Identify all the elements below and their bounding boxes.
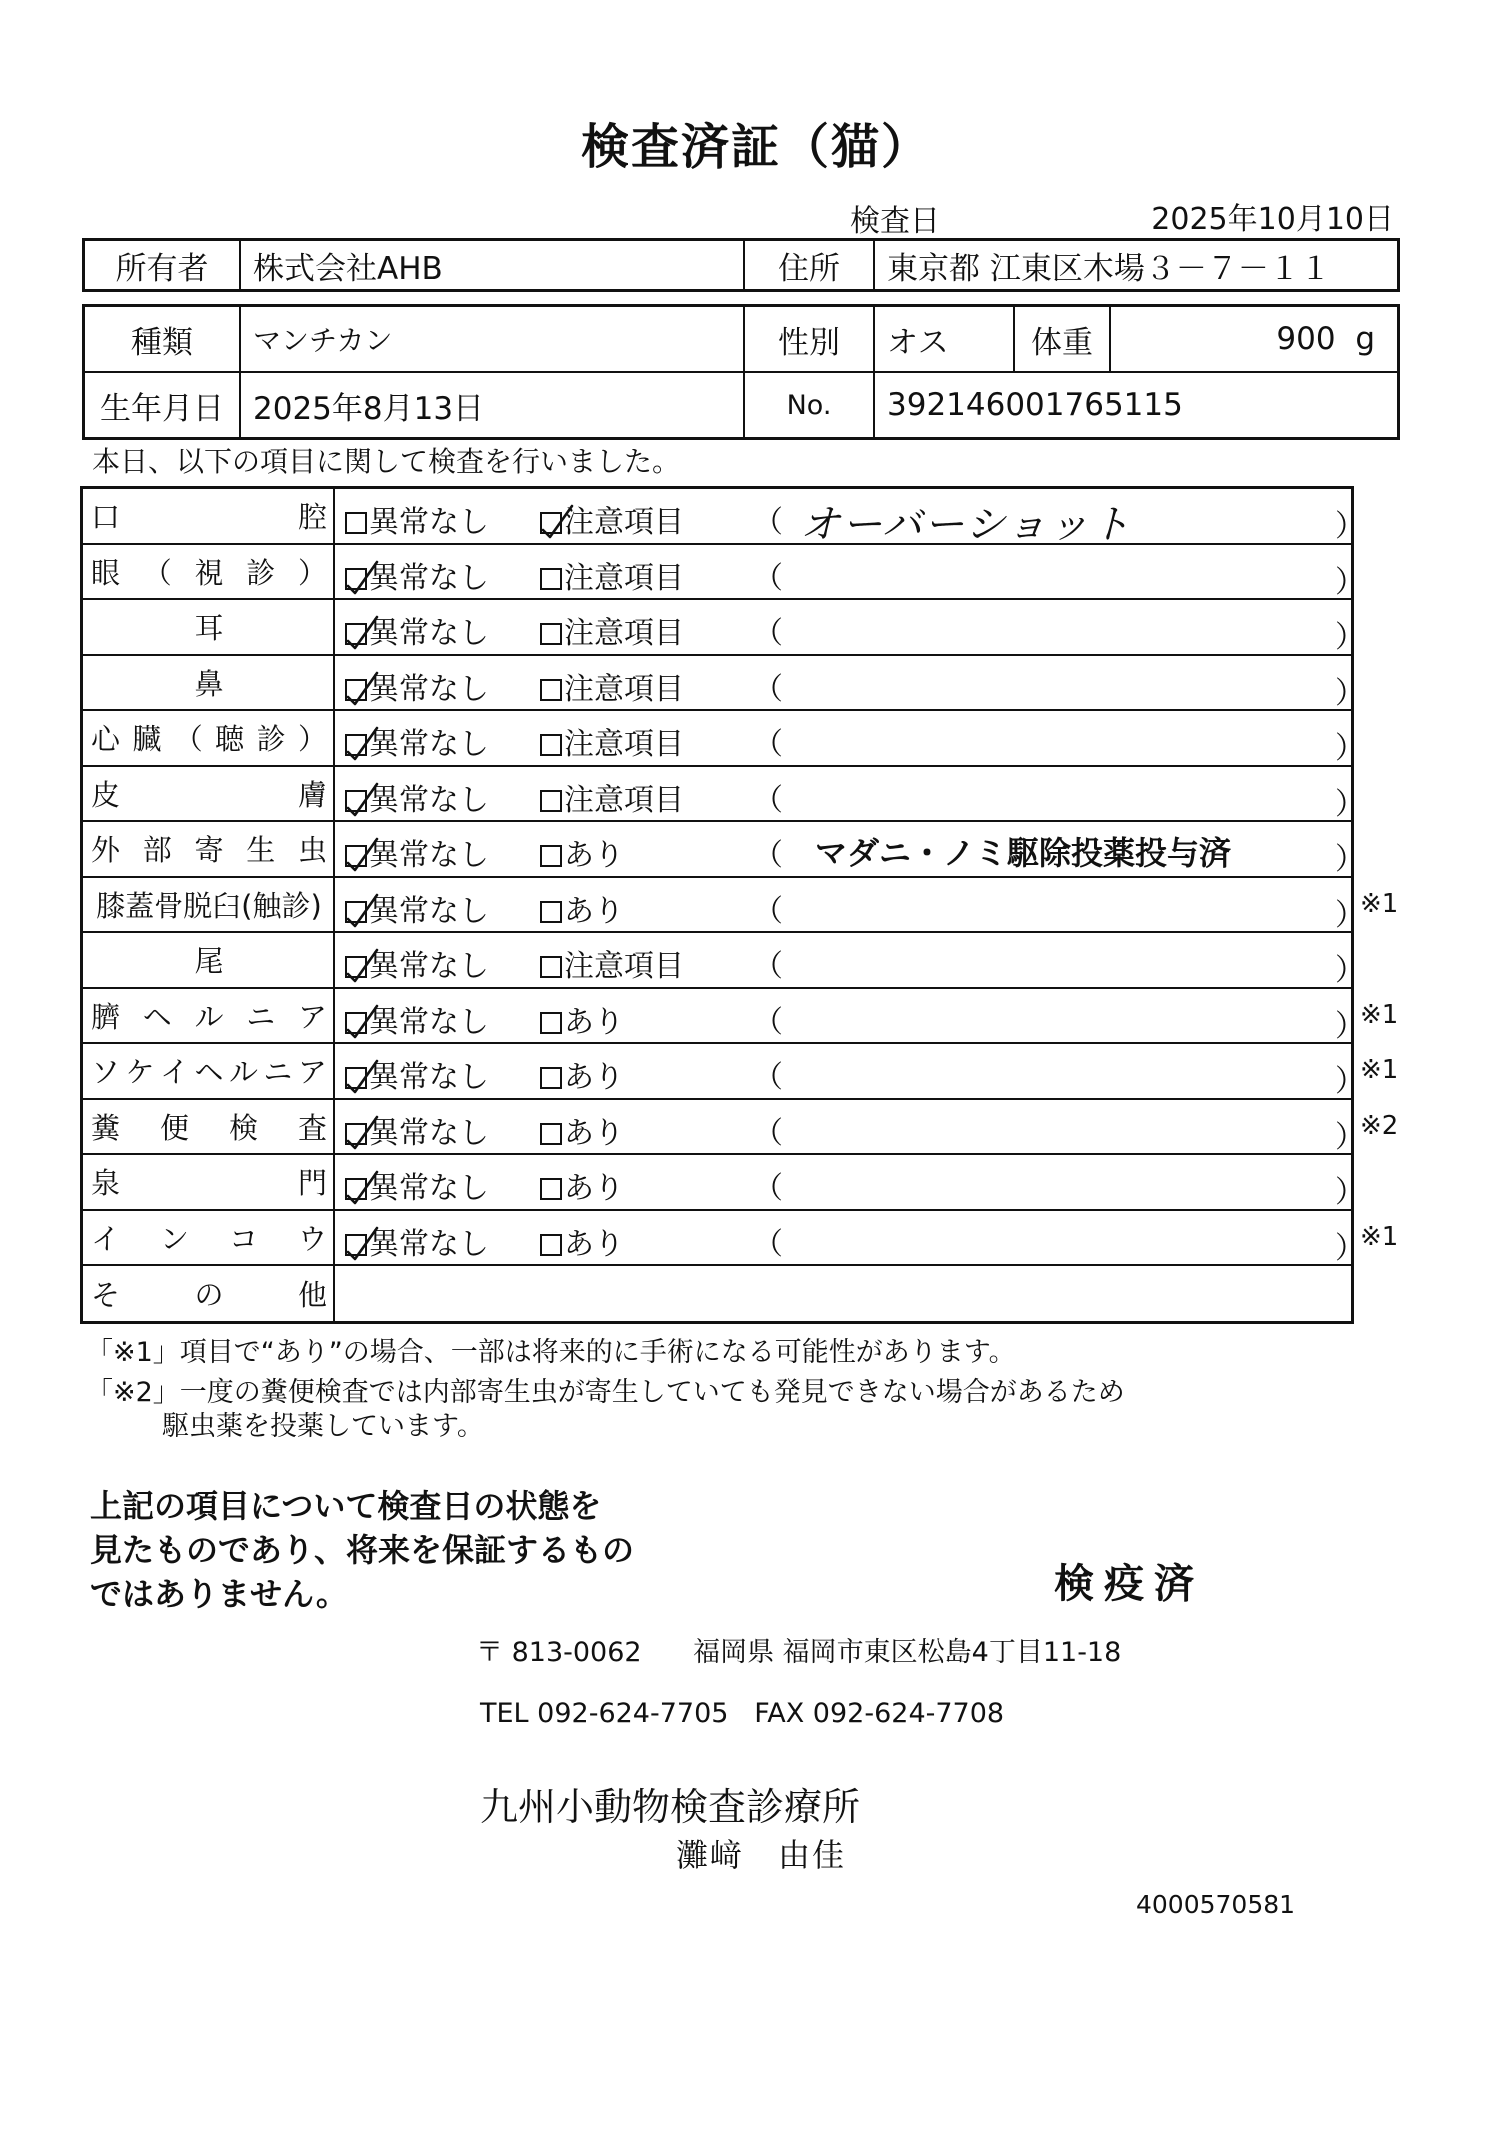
finding-option[interactable] [540, 1163, 624, 1207]
option-label: 異常なし [369, 560, 489, 596]
open-paren: （ [753, 505, 783, 540]
checkbox[interactable] [345, 790, 367, 812]
option-label: 異常なし [369, 1060, 489, 1095]
inspection-item-text: 臍 ヘ ル ニ ア [91, 999, 327, 1034]
no-abnormality-option[interactable] [345, 1219, 489, 1263]
inspection-item-label: 尾 [83, 933, 335, 987]
inspection-options [335, 822, 1365, 877]
open-paren: （ [753, 671, 783, 707]
option-label: 異常なし [369, 782, 489, 818]
inspection-row [83, 767, 1365, 823]
open-paren: （ [753, 1171, 783, 1206]
inspection-options [335, 1044, 1365, 1099]
breed-label: 種類 [85, 307, 241, 371]
veterinarian-name: 灘﨑 由佳 [676, 1836, 847, 1874]
disclaimer [90, 1484, 634, 1616]
check-mark-icon [345, 1226, 379, 1262]
inspection-row [83, 822, 1365, 878]
inspection-row [83, 600, 1365, 656]
weight-label: 体重 [1015, 307, 1111, 371]
finding-option[interactable] [540, 1052, 624, 1096]
inspection-options [335, 1211, 1365, 1266]
footnote-reference: ※1 [1360, 999, 1399, 1030]
no-abnormality-option[interactable] [345, 553, 489, 597]
close-paren: ） [1335, 1119, 1365, 1155]
inspection-item-text: ソ ケ イ ヘ ル ニ ア [91, 1055, 327, 1090]
option-label: 異常なし [369, 1115, 489, 1151]
clinic-contact-line [480, 1698, 1004, 1729]
checkbox[interactable] [540, 734, 562, 756]
footnote-2-cont: 駆虫薬を投薬しています。 [162, 1411, 484, 1442]
inspection-item-text: 口 腔 [91, 500, 327, 535]
clinic-phone: TEL 092-624-7705 [480, 1698, 729, 1729]
inspection-row [83, 711, 1365, 767]
option-label: あり [564, 1226, 624, 1262]
checkbox[interactable] [345, 568, 367, 590]
address-label: 住所 [745, 241, 875, 289]
option-label: あり [564, 838, 624, 873]
no-abnormality-option[interactable] [345, 941, 489, 985]
check-mark-icon [345, 726, 379, 762]
serial-number: 4000570581 [1136, 1890, 1296, 1919]
inspection-item-label [83, 1100, 335, 1154]
finding-option[interactable] [540, 997, 624, 1041]
check-mark-icon [540, 504, 574, 540]
open-paren: （ [753, 782, 783, 818]
intro-text: 本日、以下の項目に関して検査を行いました。 [92, 445, 681, 478]
checkbox[interactable] [540, 623, 562, 645]
finding-option[interactable] [540, 886, 624, 930]
inspection-options [335, 545, 1365, 600]
finding-option[interactable] [540, 608, 684, 652]
open-paren: （ [753, 838, 783, 873]
option-label: 異常なし [369, 1004, 489, 1040]
inspection-options [335, 489, 1365, 548]
close-paren: ） [1335, 564, 1365, 600]
inspection-row [83, 656, 1365, 712]
option-label: 注意項目 [564, 560, 684, 596]
option-label: 注意項目 [564, 727, 684, 762]
inspection-row [83, 933, 1365, 989]
open-paren: （ [753, 1226, 783, 1262]
footnote-reference: ※1 [1360, 1221, 1399, 1252]
finding-option[interactable] [540, 830, 624, 874]
inspection-item-label [83, 1044, 335, 1098]
no-abnormality-option[interactable] [345, 997, 489, 1041]
inspection-item-label: 鼻 [83, 656, 335, 710]
owner-label: 所有者 [85, 241, 241, 289]
finding-option[interactable] [540, 1219, 624, 1263]
open-paren: （ [753, 560, 783, 596]
checkbox[interactable] [345, 956, 367, 978]
close-paren: ） [1335, 731, 1365, 766]
other-row [83, 1266, 1351, 1322]
checkbox[interactable] [540, 512, 562, 534]
weight-unit: g [1355, 321, 1375, 357]
no-abnormality-option[interactable] [345, 1163, 489, 1207]
close-paren: ） [1335, 897, 1365, 933]
finding-option[interactable] [540, 719, 684, 763]
inspection-note: オーバーショット [800, 502, 1133, 548]
finding-option[interactable] [540, 553, 684, 597]
option-label: 異常なし [369, 505, 489, 540]
checkbox[interactable] [345, 734, 367, 756]
no-abnormality-option[interactable] [345, 719, 489, 763]
checkbox[interactable] [540, 568, 562, 590]
inspection-item-label [83, 489, 335, 543]
footnote-reference: ※2 [1360, 1110, 1399, 1141]
number-label: No. [745, 373, 875, 437]
check-mark-icon [345, 671, 379, 707]
inspection-item-text: 泉 門 [91, 1166, 327, 1201]
weight-cell [1111, 307, 1397, 371]
no-abnormality-option[interactable] [345, 1052, 489, 1096]
no-abnormality-option[interactable] [345, 1108, 489, 1152]
other-label [83, 1266, 335, 1322]
owner-name: 株式会社AHB [241, 241, 745, 289]
inspection-options [335, 1100, 1365, 1155]
no-abnormality-option[interactable] [345, 608, 489, 652]
open-paren: （ [753, 1115, 783, 1151]
option-label: 異常なし [369, 671, 489, 707]
inspection-item-label: 耳 [83, 600, 335, 654]
sex: オス [875, 307, 1015, 371]
option-label: 異常なし [369, 1226, 489, 1262]
inspection-item-label: 膝蓋骨脱臼(触診) [83, 878, 335, 932]
inspection-row [83, 1100, 1365, 1156]
inspection-item-text: 外 部 寄 生 虫 [91, 833, 327, 868]
finding-option[interactable] [540, 1108, 624, 1152]
option-label: 異常なし [369, 838, 489, 873]
weight-value: 900 [1276, 321, 1336, 357]
disclaimer-line: 見たものであり、将来を保証するもの [90, 1531, 635, 1569]
inspection-item-text: 眼 （ 視 診 ） [91, 555, 327, 590]
birth-date: 2025年8月13日 [241, 373, 745, 437]
open-paren: （ [753, 727, 783, 762]
no-abnormality-option[interactable] [345, 664, 489, 708]
inspection-options [335, 711, 1365, 766]
checkbox[interactable] [345, 1067, 367, 1089]
inspection-options [335, 600, 1365, 655]
checkbox[interactable] [345, 1123, 367, 1145]
inspection-row [83, 1044, 1365, 1100]
checkbox[interactable] [345, 1178, 367, 1200]
inspection-row [83, 1211, 1365, 1267]
inspection-table [80, 486, 1365, 1324]
option-label: あり [564, 1115, 624, 1151]
finding-option[interactable] [540, 941, 684, 985]
inspection-row [83, 545, 1365, 601]
birth-label: 生年月日 [85, 373, 241, 437]
open-paren: （ [753, 616, 783, 651]
owner-address: 東京都 江東区木場３－７－１１ [887, 250, 1331, 287]
inspection-row [83, 489, 1365, 548]
open-paren: （ [753, 1004, 783, 1040]
pet-info-block [82, 304, 1400, 440]
option-label: 異常なし [369, 1171, 489, 1206]
inspection-item-label [83, 1155, 335, 1209]
no-abnormality-option[interactable] [345, 830, 489, 874]
inspection-options [335, 989, 1365, 1044]
check-mark-icon [345, 1115, 379, 1151]
inspection-item-text: 糞 便 検 査 [91, 1110, 327, 1145]
inspection-item-label [83, 989, 335, 1043]
clinic-name: 九州小動物検査診療所 [480, 1785, 861, 1829]
option-label: あり [564, 1171, 624, 1206]
microchip-number: 392146001765115 [887, 387, 1183, 423]
option-label: あり [564, 893, 624, 929]
option-label: 異常なし [369, 727, 489, 762]
clinic-address-line [476, 1630, 1121, 1669]
checkbox[interactable] [345, 845, 367, 867]
close-paren: ） [1335, 509, 1365, 544]
checkbox[interactable] [540, 1012, 562, 1034]
checkbox[interactable] [540, 679, 562, 701]
inspection-item-label [83, 822, 335, 876]
clinic-fax: FAX 092-624-7708 [754, 1698, 1005, 1729]
no-abnormality-option[interactable] [345, 886, 489, 930]
inspection-item-text: 皮 膚 [91, 777, 327, 812]
check-mark-icon [345, 615, 379, 651]
sex-label: 性別 [745, 307, 875, 371]
close-paren: ） [1335, 675, 1365, 711]
close-paren: ） [1335, 842, 1365, 877]
checkbox[interactable] [540, 845, 562, 867]
check-mark-icon [345, 560, 379, 596]
close-paren: ） [1335, 1175, 1365, 1210]
inspection-options [335, 878, 1365, 933]
finding-option[interactable] [540, 775, 684, 819]
other-value-field[interactable] [335, 1266, 1351, 1322]
document-title: 検査済証（猫） [580, 119, 931, 175]
checkbox[interactable] [345, 512, 367, 534]
checkbox[interactable] [540, 956, 562, 978]
inspection-date: 2025年10月10日 [1151, 202, 1394, 237]
inspection-options [335, 767, 1365, 822]
option-label: 注意項目 [564, 505, 684, 540]
checkbox[interactable] [345, 1234, 367, 1256]
checkbox[interactable] [345, 1012, 367, 1034]
footnote-1: 「※1」項目で“あり”の場合、一部は将来的に手術になる可能性があります。 [86, 1337, 1016, 1368]
finding-option[interactable] [540, 497, 684, 541]
close-paren: ） [1335, 1008, 1365, 1044]
inspection-item-label [83, 1211, 335, 1265]
owner-row [82, 238, 1400, 292]
breed: マンチカン [241, 307, 745, 371]
checkbox[interactable] [345, 623, 367, 645]
open-paren: （ [753, 1060, 783, 1095]
inspection-row [83, 1155, 1365, 1211]
option-label: あり [564, 1004, 624, 1040]
checkbox[interactable] [540, 901, 562, 923]
inspection-options [335, 933, 1365, 988]
checkbox[interactable] [345, 901, 367, 923]
option-label: 注意項目 [564, 782, 684, 818]
inspection-row [83, 878, 1365, 934]
inspection-item-label [83, 545, 335, 599]
check-mark-icon [345, 837, 379, 873]
inspection-item-label [83, 767, 335, 821]
close-paren: ） [1335, 953, 1365, 988]
inspection-options [335, 1155, 1365, 1210]
option-label: 注意項目 [564, 616, 684, 651]
postal-code: 〒 813-0062 [476, 1637, 642, 1668]
option-label: 異常なし [369, 616, 489, 651]
no-abnormality-option[interactable] [345, 775, 489, 819]
check-mark-icon [345, 1004, 379, 1040]
checkbox[interactable] [540, 1067, 562, 1089]
option-label: 注意項目 [564, 671, 684, 707]
no-abnormality-option[interactable] [345, 497, 489, 541]
option-label: 異常なし [369, 893, 489, 929]
check-mark-icon [345, 893, 379, 929]
checkbox[interactable] [345, 679, 367, 701]
inspection-item-text: イ ン コ ウ [91, 1221, 327, 1256]
inspection-row [83, 989, 1365, 1045]
close-paren: ） [1335, 620, 1365, 655]
clinic-address: 福岡県 福岡市東区松島4丁目11-18 [693, 1637, 1122, 1668]
inspection-item-text: 心 臓 （ 聴 診 ） [91, 722, 327, 757]
option-label: あり [564, 1060, 624, 1095]
check-mark-icon [345, 1170, 379, 1206]
option-label: 異常なし [369, 949, 489, 984]
checkbox[interactable] [540, 1178, 562, 1200]
check-mark-icon [345, 948, 379, 984]
inspection-options [335, 656, 1365, 711]
check-mark-icon [345, 782, 379, 818]
checkbox[interactable] [540, 1234, 562, 1256]
checkbox[interactable] [540, 790, 562, 812]
check-mark-icon [345, 1059, 379, 1095]
disclaimer-line: ではありません。 [90, 1575, 348, 1613]
quarantine-stamp: 検疫済 [1054, 1561, 1204, 1607]
close-paren: ） [1335, 1064, 1365, 1099]
finding-option[interactable] [540, 664, 684, 708]
footnote-2: 「※2」一度の糞便検査では内部寄生虫が寄生していても発見できない場合があるため [86, 1377, 1125, 1408]
disclaimer-line: 上記の項目について検査日の状態を [90, 1487, 602, 1525]
other-label-text: そ の 他 [91, 1278, 327, 1313]
open-paren: （ [753, 893, 783, 929]
inspection-item-label [83, 711, 335, 765]
footnote-reference: ※1 [1360, 888, 1399, 919]
open-paren: （ [753, 949, 783, 984]
inspection-date-label: 検査日 [850, 204, 940, 239]
option-label: 注意項目 [564, 949, 684, 984]
checkbox[interactable] [540, 1123, 562, 1145]
close-paren: ） [1335, 1230, 1365, 1266]
footnote-reference: ※1 [1360, 1055, 1399, 1085]
inspection-note: マダニ・ノミ駆除投薬投与済 [815, 834, 1232, 872]
close-paren: ） [1335, 786, 1365, 822]
